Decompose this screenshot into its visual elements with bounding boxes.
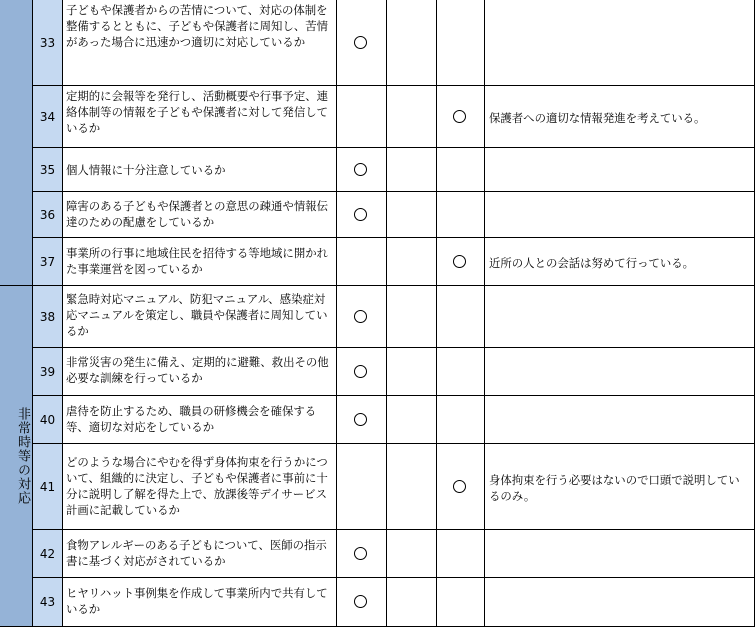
answer-cell-2[interactable] (387, 238, 437, 286)
table-row (0, 192, 755, 238)
row-number-cell (33, 578, 63, 627)
note-text (485, 192, 755, 238)
answer-cell-2[interactable] (387, 0, 437, 86)
answer-cell-3[interactable] (437, 0, 485, 86)
row-number: 35 (39, 162, 56, 177)
answer-cell-3[interactable] (437, 238, 485, 286)
row-number: 39 (39, 364, 56, 379)
item-text: 事業所の行事に地域住民を招待する等地域に開かれた事業運営を図っているか (63, 238, 337, 286)
note-text (485, 530, 755, 578)
answer-yes-cell[interactable] (337, 444, 387, 530)
circle-mark-icon (354, 413, 367, 426)
table-row (0, 444, 755, 530)
item-text: 障害のある子どもや保護者との意思の疎通や情報伝達のための配慮をしているか (63, 192, 337, 238)
answer-cell-3[interactable] (437, 396, 485, 444)
note-text (485, 286, 755, 348)
answer-yes-cell[interactable] (337, 192, 387, 238)
table-row (0, 86, 755, 148)
table-row (0, 238, 755, 286)
table-row (0, 0, 755, 86)
item-text: 定期的に会報等を発行し、活動概要や行事予定、連絡体制等の情報を子どもや保護者に対して発信しているか (63, 86, 337, 148)
circle-mark-icon (354, 595, 367, 608)
row-number-cell (33, 192, 63, 238)
row-number-cell (33, 238, 63, 286)
note-text: 身体拘束を行う必要はないので口頭で説明しているのみ。 (485, 444, 755, 530)
item-text: ヒヤリハット事例集を作成して事業所内で共有しているか (63, 578, 337, 627)
answer-yes-cell[interactable] (337, 286, 387, 348)
row-number-cell (33, 86, 63, 148)
row-number: 37 (39, 254, 56, 269)
circle-mark-icon (453, 255, 466, 268)
row-number-cell (33, 0, 63, 86)
answer-cell-2[interactable] (387, 444, 437, 530)
answer-yes-cell[interactable] (337, 396, 387, 444)
answer-cell-2[interactable] (387, 530, 437, 578)
answer-yes-cell[interactable] (337, 530, 387, 578)
note-text (485, 148, 755, 192)
circle-mark-icon (354, 163, 367, 176)
item-text: 子どもや保護者からの苦情について、対応の体制を整備するとともに、子どもや保護者に周知し、苦情があった場合に迅速かつ適切に対応しているか (63, 0, 337, 86)
circle-mark-icon (354, 310, 367, 323)
category-label: 非常時等の対応 (15, 407, 30, 505)
answer-yes-cell[interactable] (337, 148, 387, 192)
item-text: 食物アレルギーのある子どもについて、医師の指示書に基づく対応がされているか (63, 530, 337, 578)
row-number: 36 (39, 207, 56, 222)
answer-cell-2[interactable] (387, 192, 437, 238)
answer-cell-3[interactable] (437, 444, 485, 530)
note-text (485, 396, 755, 444)
item-text: 個人情報に十分注意しているか (63, 148, 337, 192)
row-number-cell (33, 348, 63, 396)
item-text: 虐待を防止するため、職員の研修機会を確保する等、適切な対応をしているか (63, 396, 337, 444)
answer-yes-cell[interactable] (337, 348, 387, 396)
row-number: 33 (39, 35, 56, 50)
table-row (0, 396, 755, 444)
circle-mark-icon (354, 208, 367, 221)
answer-yes-cell[interactable] (337, 86, 387, 148)
table-row (0, 348, 755, 396)
answer-cell-2[interactable] (387, 578, 437, 627)
item-text: 非常災害の発生に備え、定期的に避難、救出その他必要な訓練を行っているか (63, 348, 337, 396)
note-text: 近所の人との会話は努めて行っている。 (485, 238, 755, 286)
note-text (485, 578, 755, 627)
answer-cell-2[interactable] (387, 286, 437, 348)
answer-cell-3[interactable] (437, 578, 485, 627)
answer-cell-2[interactable] (387, 86, 437, 148)
table-row (0, 530, 755, 578)
note-text (485, 348, 755, 396)
answer-cell-3[interactable] (437, 148, 485, 192)
answer-cell-2[interactable] (387, 348, 437, 396)
circle-mark-icon (453, 480, 466, 493)
answer-yes-cell[interactable] (337, 578, 387, 627)
answer-cell-3[interactable] (437, 286, 485, 348)
row-number: 34 (39, 109, 56, 124)
row-number: 38 (39, 309, 56, 324)
circle-mark-icon (354, 365, 367, 378)
answer-yes-cell[interactable] (337, 238, 387, 286)
table-row (0, 286, 755, 348)
circle-mark-icon (453, 110, 466, 123)
row-number-cell (33, 530, 63, 578)
answer-cell-3[interactable] (437, 192, 485, 238)
circle-mark-icon (354, 547, 367, 560)
row-number: 41 (39, 479, 56, 494)
row-number-cell (33, 396, 63, 444)
answer-yes-cell[interactable] (337, 0, 387, 86)
answer-cell-2[interactable] (387, 148, 437, 192)
answer-cell-3[interactable] (437, 86, 485, 148)
answer-cell-2[interactable] (387, 396, 437, 444)
note-text (485, 0, 755, 86)
row-number: 43 (39, 595, 56, 609)
circle-mark-icon (354, 36, 367, 49)
answer-cell-3[interactable] (437, 530, 485, 578)
item-text: 緊急時対応マニュアル、防犯マニュアル、感染症対応マニュアルを策定し、職員や保護者に周知しているか (63, 286, 337, 348)
note-text: 保護者への適切な情報発進を考えている。 (485, 86, 755, 148)
row-number: 40 (39, 412, 56, 427)
row-number-cell (33, 444, 63, 530)
row-number-cell (33, 286, 63, 348)
answer-cell-3[interactable] (437, 348, 485, 396)
row-number: 42 (39, 546, 56, 561)
item-text: どのような場合にやむを得ず身体拘束を行うかについて、組織的に決定し、子どもや保護者に事前に十分に説明し了解を得た上で、放課後等デイサービス計画に記載しているか (63, 444, 337, 530)
table-row (0, 578, 755, 627)
row-number-cell (33, 148, 63, 192)
table-row (0, 148, 755, 192)
